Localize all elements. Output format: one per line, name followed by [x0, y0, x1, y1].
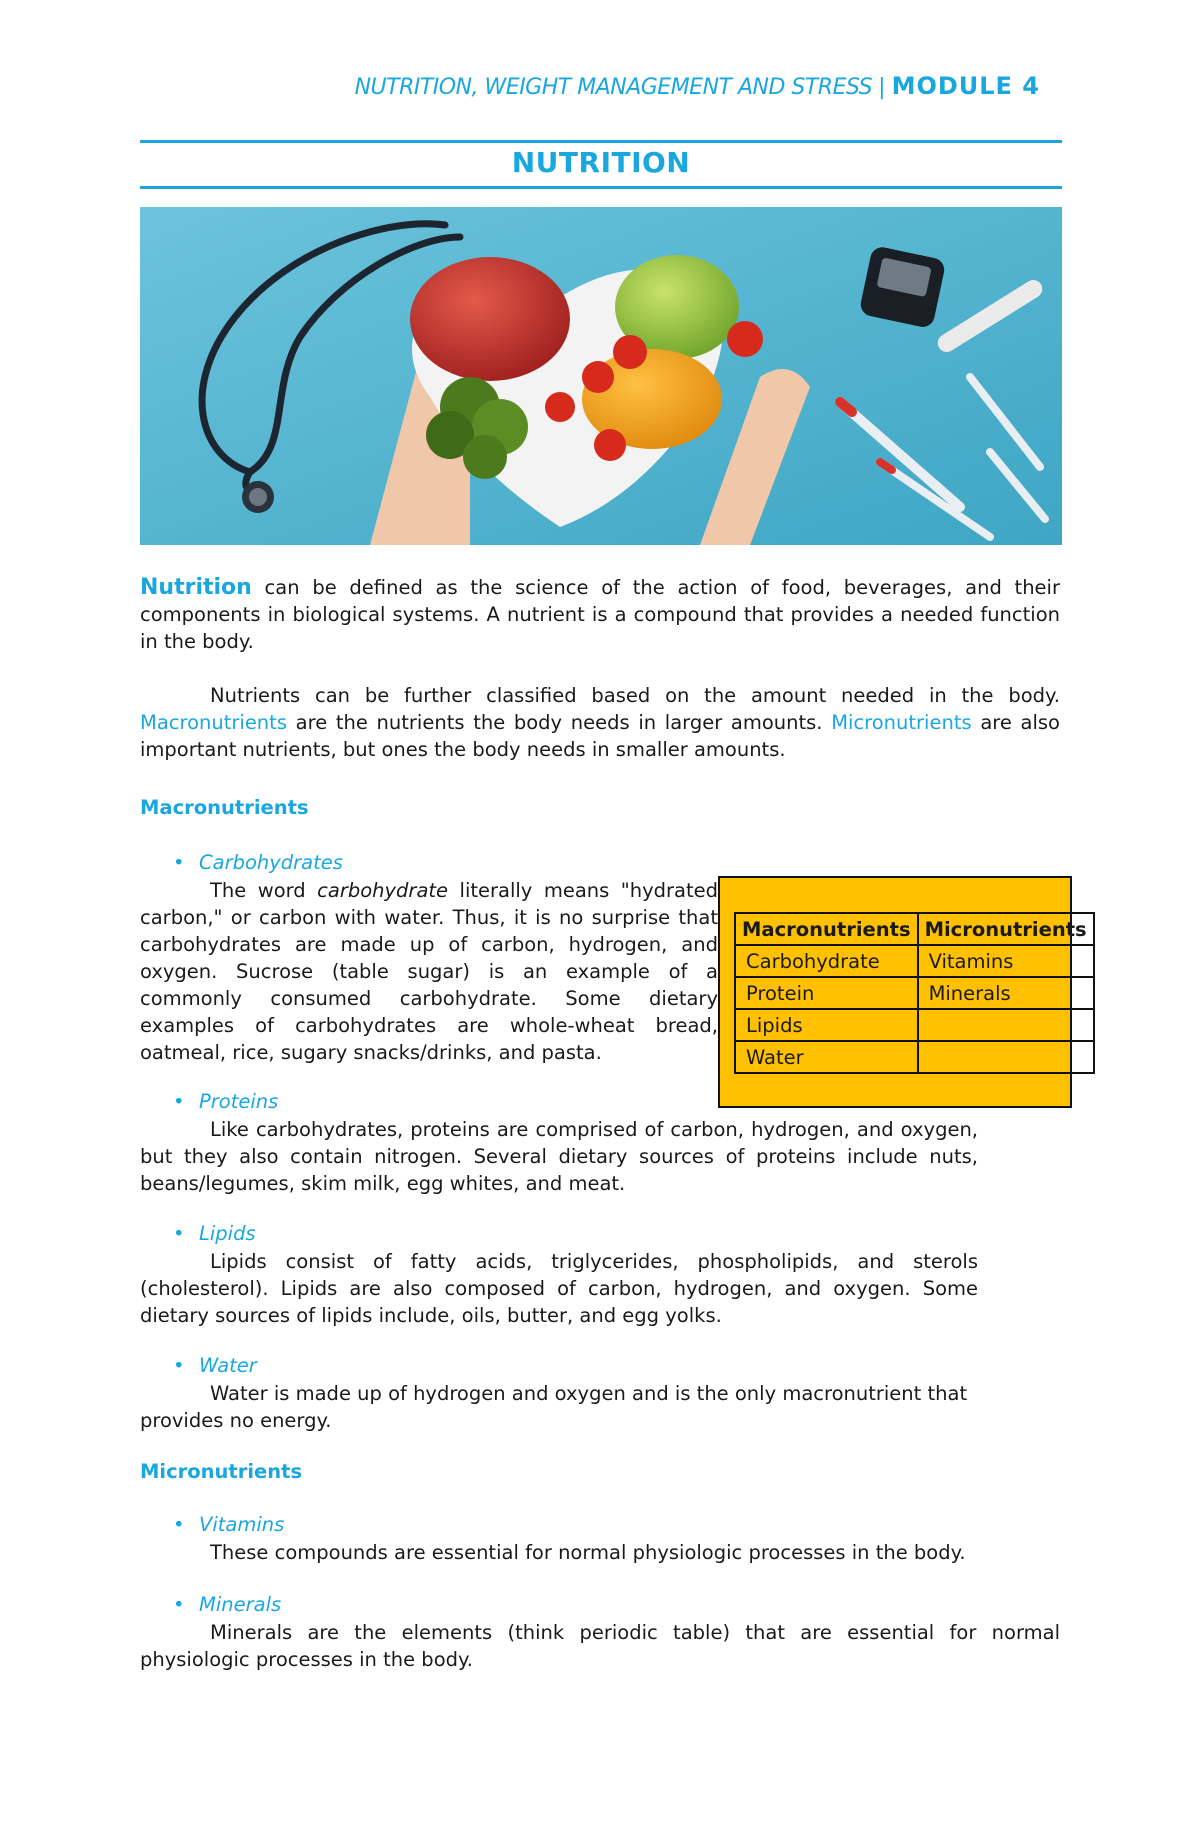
- bullet-minerals: • Minerals: [173, 1593, 282, 1616]
- nutrient-table-grid: [734, 912, 1095, 1074]
- table-cell: Vitamins: [918, 945, 1094, 977]
- table-header-macronutrients: Macronutrients: [735, 913, 918, 945]
- running-header: [140, 72, 1040, 100]
- term-micronutrients: Micronutrients: [831, 711, 972, 734]
- carbohydrates-paragraph: The word carbohydrate literally means "hydrated carbon," or carbon with water. Thus, it is no surprise that carbohydrates are made up of carbon, hydrogen, and oxygen. Sucrose (table sugar) is an example of a commonly consumed carbohydrate. Some dietary examples of carbohydrates are whole-wheat bread, oatmeal, rice, sugary snacks/drinks, and pasta.: [140, 879, 718, 1064]
- hero-image-healthy-food: [140, 207, 1062, 545]
- table-row: [735, 945, 1094, 977]
- page-title: NUTRITION: [511, 146, 691, 179]
- vitamins-paragraph: These compounds are essential for normal physiologic processes in the body.: [210, 1541, 966, 1564]
- title-rule-bottom: [140, 186, 1062, 189]
- bullet-water: • Water: [173, 1354, 257, 1377]
- table-cell: Minerals: [918, 977, 1094, 1009]
- table-row: [735, 1041, 1094, 1073]
- minerals-paragraph: Minerals are the elements (think periodic table) that are essential for normal physiologic processes in the body.: [140, 1621, 1060, 1671]
- title-rule-top: [140, 140, 1062, 143]
- table-cell: Lipids: [735, 1009, 918, 1041]
- intro-term-nutrition: Nutrition: [140, 575, 252, 600]
- table-cell: Carbohydrate: [735, 945, 918, 977]
- intro-paragraph: [140, 574, 1060, 655]
- term-macronutrients: Macronutrients: [140, 711, 287, 734]
- nutrient-table: [718, 876, 1087, 1108]
- table-row: [735, 977, 1094, 1009]
- table-cell: [918, 1009, 1094, 1041]
- bullet-proteins: • Proteins: [173, 1090, 279, 1113]
- header-module-label: MODULE 4: [891, 72, 1040, 100]
- intro-text: can be defined as the science of the action of food, beverages, and their components in biological systems. A nutrient is a compound that provides a needed function in the body.: [140, 576, 1060, 653]
- water-paragraph: Water is made up of hydrogen and oxygen and is the only macronutrient that provides no energy.: [140, 1382, 968, 1432]
- header-course-title: NUTRITION, WEIGHT MANAGEMENT AND STRESS: [354, 75, 873, 100]
- table-row: [735, 1009, 1094, 1041]
- red-apple: [410, 257, 570, 381]
- classification-paragraph: Nutrients can be further classified based on the amount needed in the body. Macronutrients are the nutrients the body needs in larger amounts. Micronutrients are also important nutrients, but ones the body needs in smaller amounts.: [140, 684, 1060, 761]
- bullet-carbohydrates: • Carbohydrates: [173, 851, 343, 874]
- lipids-paragraph: Lipids consist of fatty acids, triglycerides, phospholipids, and sterols (cholesterol). Lipids are also composed of carbon, hydrogen, and oxygen. Some dietary sources of lipids include, oils, butter, and egg yolks.: [140, 1250, 978, 1327]
- heading-micronutrients: Micronutrients: [140, 1460, 303, 1483]
- heading-macronutrients: Macronutrients: [140, 796, 309, 819]
- table-cell: Water: [735, 1041, 918, 1073]
- table-header-micronutrients: Micronutrients: [918, 913, 1094, 945]
- header-separator: |: [878, 75, 886, 100]
- table-cell: [918, 1041, 1094, 1073]
- bullet-lipids: • Lipids: [173, 1222, 256, 1245]
- table-cell: Protein: [735, 977, 918, 1009]
- bullet-vitamins: • Vitamins: [173, 1513, 285, 1536]
- proteins-paragraph: Like carbohydrates, proteins are comprised of carbon, hydrogen, and oxygen, but they also contain nitrogen. Several dietary sources of proteins include nuts, beans/legumes, skim milk, egg whites, and meat.: [140, 1118, 978, 1195]
